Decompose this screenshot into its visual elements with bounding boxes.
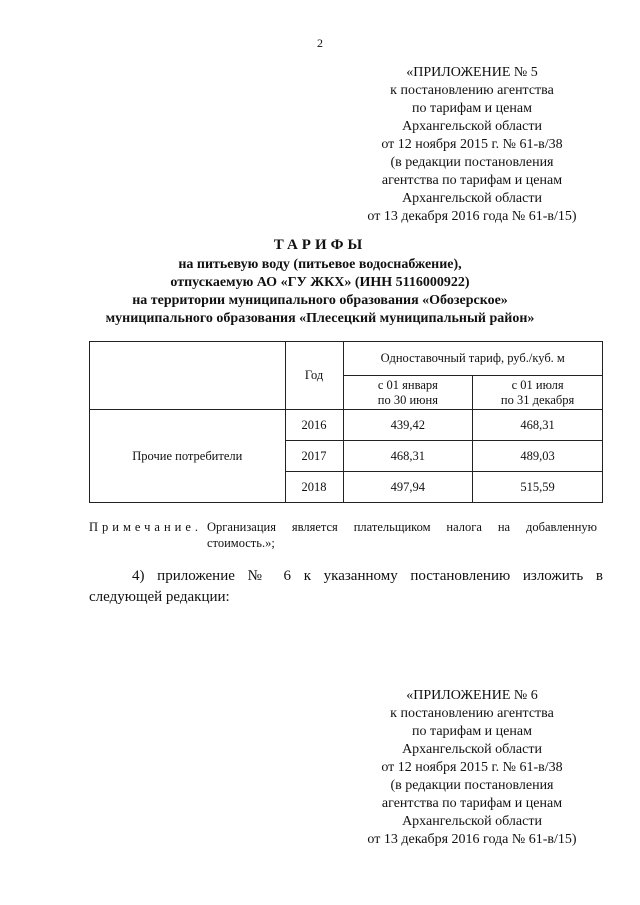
tariff-table: [89, 341, 603, 503]
appendix-line: от 13 декабря 2016 года № 61-в/15): [367, 832, 577, 847]
tariff-h1-cell: 468,31: [343, 441, 473, 472]
appendix-line: (в редакции постановления: [390, 155, 554, 170]
title-line: на территории муниципального образования «Обозерское»: [132, 293, 508, 308]
consumer-header-cell: [90, 342, 286, 410]
title-line: на питьевую воду (питьевое водоснабжение),: [178, 257, 462, 272]
tariff-h2-cell: 468,31: [473, 410, 603, 441]
appendix-line: Архангельской области: [402, 119, 542, 134]
title-line: отпускаемую АО «ГУ ЖКХ» (ИНН 5116000922): [170, 275, 470, 290]
note-text: Организация является плательщиком налога на добавленную: [207, 520, 597, 534]
tariff-h2-cell: 489,03: [473, 441, 603, 472]
appendix-6-header: [322, 687, 622, 849]
table-note: [89, 519, 603, 551]
title-line: муниципального образования «Плесецкий муниципальный район»: [105, 311, 535, 326]
year-cell: 2018: [285, 472, 343, 503]
title-heading: ТАРИФЫ: [273, 237, 367, 253]
appendix-line: от 13 декабря 2016 года № 61-в/15): [367, 209, 577, 224]
year-header: Год: [285, 342, 343, 410]
tariff-h2-cell: 515,59: [473, 472, 603, 503]
instruction-paragraph: [89, 566, 603, 608]
appendix-line: к постановлению агентства: [390, 83, 554, 98]
tariff-h1-cell: 497,94: [343, 472, 473, 503]
appendix-line: «ПРИЛОЖЕНИЕ № 6: [406, 688, 538, 703]
period-1-from: с 01 января: [377, 377, 438, 392]
appendix-line: «ПРИЛОЖЕНИЕ № 5: [406, 65, 538, 80]
appendix-5-header: [322, 64, 622, 226]
note-text-continuation: стоимость.»;: [207, 536, 275, 550]
appendix-line: Архангельской области: [402, 742, 542, 757]
appendix-line: по тарифам и ценам: [412, 724, 532, 739]
period-1-header: [343, 376, 473, 410]
appendix-line: агентства по тарифам и ценам: [381, 173, 563, 188]
instruction-line: 4) приложение № 6 к указанному постановлению изложить в: [132, 568, 603, 584]
instruction-line: следующей редакции:: [89, 589, 230, 605]
period-1-to: по 30 июня: [377, 392, 438, 407]
year-cell: 2016: [285, 410, 343, 441]
appendix-line: (в редакции постановления: [390, 778, 554, 793]
page-number: 2: [317, 36, 323, 50]
table-row: [90, 410, 603, 441]
note-label: Примечание.: [89, 520, 203, 534]
appendix-line: к постановлению агентства: [390, 706, 554, 721]
appendix-line: Архангельской области: [402, 814, 542, 829]
tariff-title: [0, 236, 640, 328]
appendix-line: по тарифам и ценам: [412, 101, 532, 116]
tariff-header: Одноставочный тариф, руб./куб. м: [343, 342, 603, 376]
appendix-line: агентства по тарифам и ценам: [381, 796, 563, 811]
year-cell: 2017: [285, 441, 343, 472]
appendix-line: от 12 ноября 2015 г. № 61-в/38: [381, 137, 563, 152]
appendix-line: от 12 ноября 2015 г. № 61-в/38: [381, 760, 563, 775]
period-2-to: по 31 декабря: [500, 392, 575, 407]
period-2-header: [473, 376, 603, 410]
tariff-h1-cell: 439,42: [343, 410, 473, 441]
consumer-cell: Прочие потребители: [90, 410, 286, 503]
period-2-from: с 01 июля: [511, 377, 564, 392]
appendix-line: Архангельской области: [402, 191, 542, 206]
